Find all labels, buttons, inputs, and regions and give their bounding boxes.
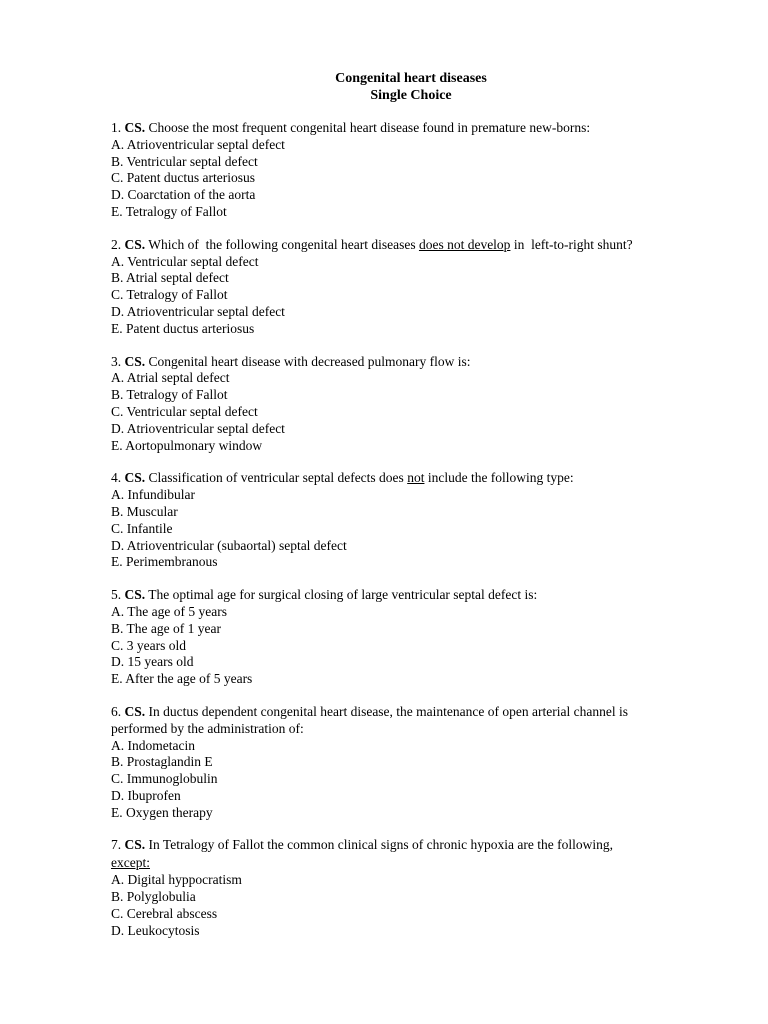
question-text-line1: In Tetralogy of Fallot the common clinical signs of chronic hypoxia are the following, (148, 837, 613, 853)
question-6 (111, 704, 728, 822)
answer-option-c: C. Tetralogy of Fallot (111, 287, 228, 303)
question-stem (111, 470, 728, 487)
answer-option-e: E. After the age of 5 years (111, 671, 253, 687)
answer-option-b: B. Prostaglandin E (111, 754, 213, 770)
answer-option-a: A. Digital hyppocratism (111, 872, 242, 888)
answer-option-d: D. Atrioventricular (subaortal) septal defect (111, 537, 347, 553)
answer-option-a: A. Infundibular (111, 487, 195, 503)
question-text: Congenital heart disease with decreased pulmonary flow is: (148, 353, 471, 369)
question-number: 4. (111, 470, 122, 486)
question-number: 5. (111, 587, 122, 603)
question-number: 2. (111, 236, 122, 252)
question-number: 7. (111, 837, 122, 853)
answer-option-c: C. Infantile (111, 520, 173, 536)
answer-option-d: D. 15 years old (111, 654, 194, 670)
question-stem (111, 837, 728, 854)
answer-option-d: D. Atrioventricular septal defect (111, 420, 285, 436)
question-tag: CS. (124, 837, 146, 853)
answer-option-a: A. Indometacin (111, 737, 195, 753)
answer-option-b: B. Muscular (111, 503, 178, 519)
question-tag: CS. (124, 703, 146, 719)
question-text-post: in left-to-right shunt? (510, 236, 633, 252)
answer-option-a: A. Ventricular septal defect (111, 253, 259, 269)
answer-option-b: B. Polyglobulia (111, 889, 196, 905)
answer-option-b: B. Tetralogy of Fallot (111, 387, 228, 403)
answer-option-c: C. Ventricular septal defect (111, 403, 258, 419)
answer-option-c: C. Immunoglobulin (111, 771, 218, 787)
question-text-emphasis: does not develop (418, 236, 511, 252)
answer-option-d: D. Coarctation of the aorta (111, 187, 256, 203)
document-title: Congenital heart diseases (335, 71, 487, 86)
question-tag: CS. (124, 470, 146, 486)
answer-option-c: C. Cerebral abscess (111, 905, 218, 921)
answer-option-e: E. Perimembranous (111, 554, 218, 570)
question-1 (111, 120, 728, 221)
question-text-line2: performed by the administration of: (111, 720, 304, 736)
question-4 (111, 470, 728, 571)
answer-option-b: B. Ventricular septal defect (111, 153, 258, 169)
answer-option-b: B. Atrial septal defect (111, 270, 229, 286)
question-tag: CS. (124, 587, 146, 603)
answer-option-b: B. The age of 1 year (111, 620, 221, 636)
question-tag: CS. (124, 236, 146, 252)
answer-option-c: C. 3 years old (111, 637, 186, 653)
question-stem (111, 587, 728, 604)
question-text: The optimal age for surgical closing of large ventricular septal defect is: (148, 587, 538, 603)
answer-option-e: E. Aortopulmonary window (111, 437, 263, 453)
question-7 (111, 837, 728, 939)
title-block (111, 70, 728, 104)
question-number: 6. (111, 703, 122, 719)
answer-option-e: E. Tetralogy of Fallot (111, 203, 227, 219)
question-tag: CS. (124, 120, 146, 135)
answer-option-a: A. Atrioventricular septal defect (111, 136, 285, 152)
question-text-line1: In ductus dependent congenital heart disease, the maintenance of open arterial channel is (148, 703, 628, 719)
question-stem (111, 354, 728, 371)
answer-option-d: D. Leukocytosis (111, 922, 200, 938)
answer-option-c: C. Patent ductus arteriosus (111, 170, 255, 186)
question-text-emphasis: not (407, 470, 425, 486)
answer-option-a: A. The age of 5 years (111, 603, 227, 619)
question-stem (111, 237, 728, 254)
question-tag: CS. (124, 353, 146, 369)
question-stem (111, 120, 728, 137)
question-number: 1. (111, 120, 122, 135)
answer-option-a: A. Atrial septal defect (111, 370, 230, 386)
question-text-pre: Classification of ventricular septal defects does (148, 470, 408, 486)
question-text: Choose the most frequent congenital heart disease found in premature new-borns: (148, 120, 591, 135)
answer-option-e: E. Oxygen therapy (111, 804, 213, 820)
question-stem (111, 704, 728, 721)
answer-option-e: E. Patent ductus arteriosus (111, 320, 255, 336)
question-text-pre: Which of the following congenital heart diseases (148, 236, 419, 252)
question-2 (111, 237, 728, 338)
question-number: 3. (111, 353, 122, 369)
answer-option-d: D. Ibuprofen (111, 787, 181, 803)
question-text-post: include the following type: (424, 470, 574, 486)
question-5 (111, 587, 728, 688)
answer-option-d: D. Atrioventricular septal defect (111, 303, 285, 319)
question-text-line2: except: (111, 855, 150, 871)
question-3 (111, 354, 728, 455)
document-subtitle: Single Choice (370, 88, 452, 103)
